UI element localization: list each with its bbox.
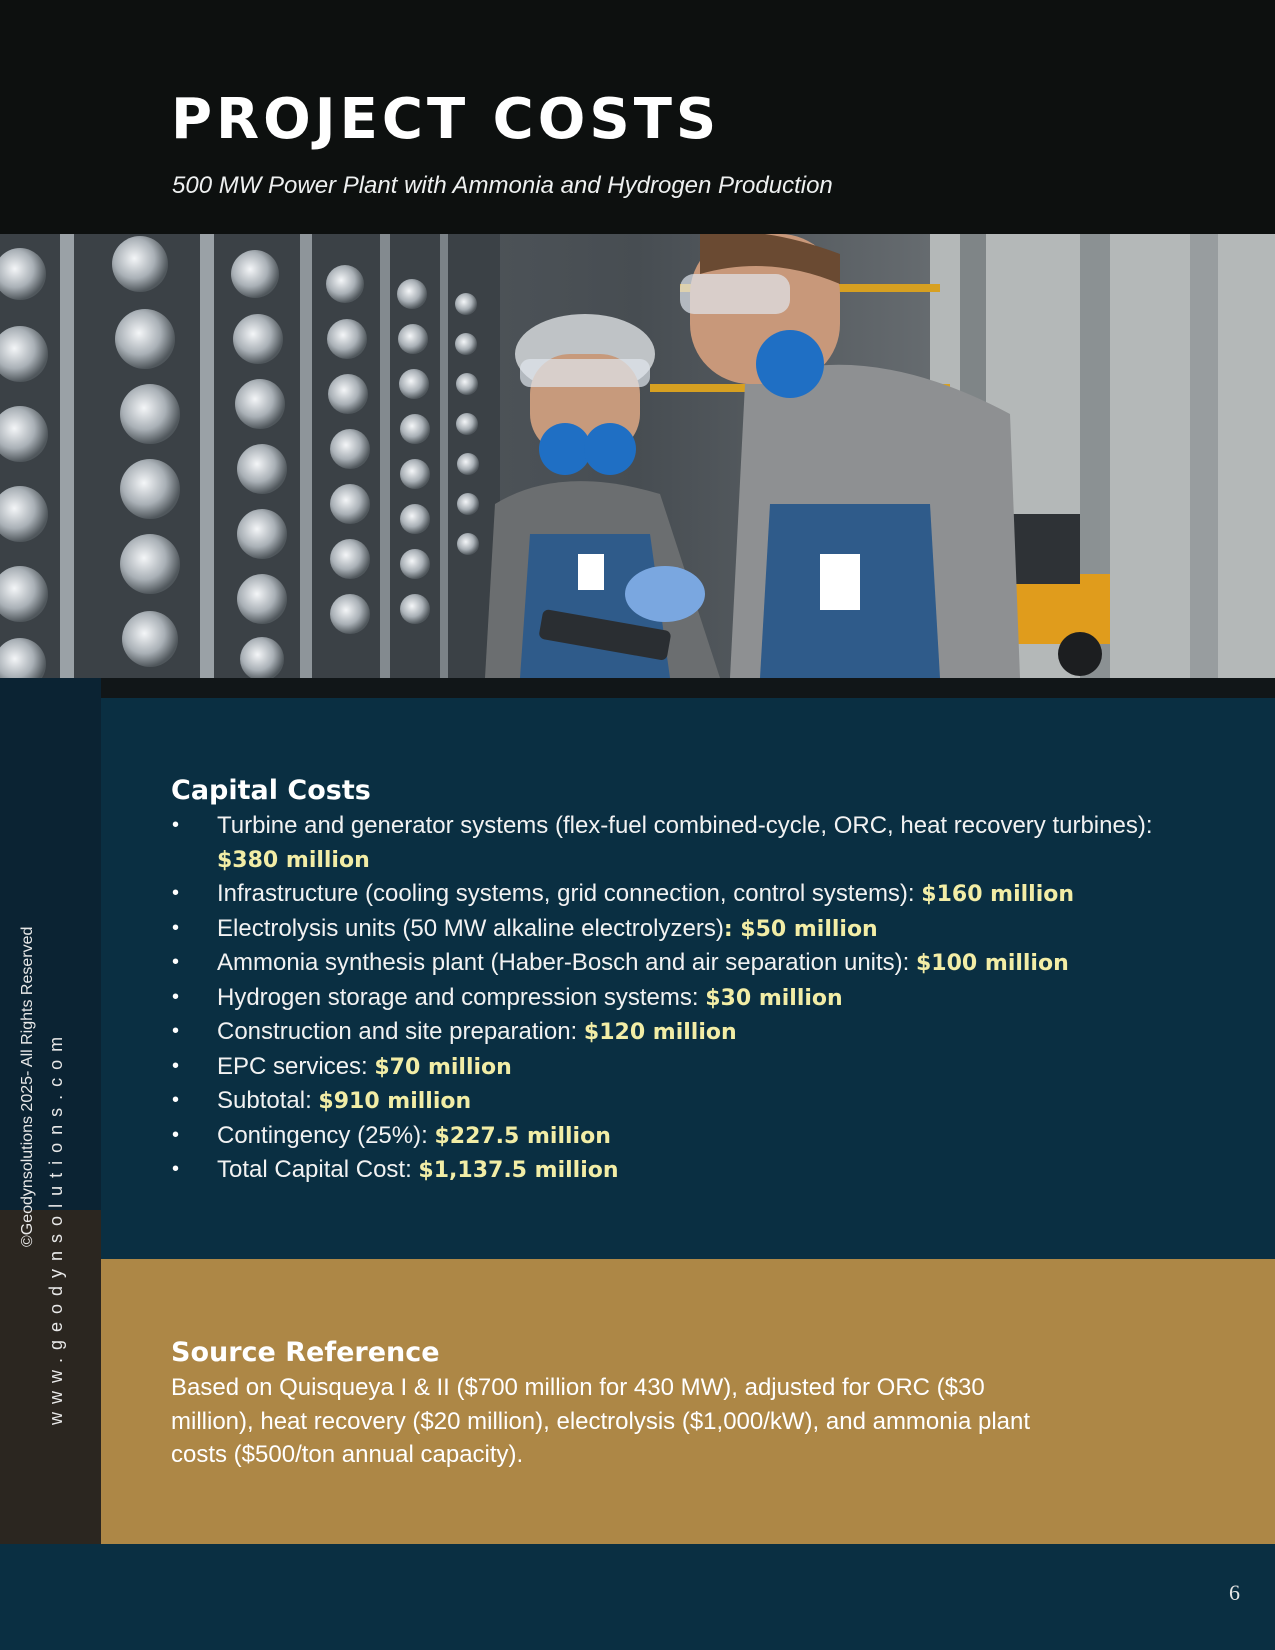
divider-strip [0,678,1275,698]
cost-amount: $910 million [318,1089,472,1114]
cost-amount: : $50 million [723,916,878,942]
cost-label: Total Capital Cost: [217,1156,419,1183]
cost-amount: $120 million [583,1020,737,1045]
page-title: PROJECT COSTS [171,87,721,152]
page-footer [0,1544,1275,1650]
industrial-workers-illustration [0,234,1275,678]
list-item [171,946,1211,981]
cost-label: Electrolysis units (50 MW alkaline electrolyzers) [217,914,724,942]
cost-label: Infrastructure (cooling systems, grid connection, control systems): [217,880,922,907]
cost-amount: $227.5 million [434,1123,611,1149]
list-item [171,1084,1211,1119]
cost-label: Contingency (25%): [217,1121,435,1149]
cost-label: Hydrogen storage and compression systems: [217,983,706,1011]
cost-amount: $380 million [217,847,370,873]
list-item [171,912,1211,947]
source-reference-body: Based on Quisqueya I & II ($700 million for 430 MW), adjusted for ORC ($30 million), heat recovery ($20 million), electrolysis ($1,000/kW), and ammonia plant costs ($500/ton annual capacity). [171,1374,1031,1468]
cost-label: Construction and site preparation: [217,1018,584,1045]
hero-photo [0,234,1275,678]
page-subtitle: 500 MW Power Plant with Ammonia and Hydrogen Production [172,172,833,199]
cost-amount: $100 million [916,951,1069,976]
capital-costs-title: Capital Costs [171,775,371,806]
copyright-notice: ©Geodynsolutions 2025- All Rights Reserved [19,926,36,1247]
cost-label: Subtotal: [217,1087,319,1114]
cost-label: Turbine and generator systems (flex-fuel combined-cycle, ORC, heat recovery turbines): [217,812,1153,839]
website-url[interactable]: www.geodynsolutions.com [46,1028,66,1425]
capital-costs-list [171,809,1211,1188]
list-item [171,809,1211,877]
page-header [0,0,1275,234]
list-item [171,877,1211,912]
cost-amount: $1,137.5 million [418,1158,619,1183]
list-item [171,1119,1211,1154]
list-item [171,1015,1211,1050]
cost-amount: $30 million [705,985,843,1011]
list-item [171,981,1211,1016]
source-reference-title: Source Reference [171,1337,440,1368]
capital-costs-section [101,698,1275,1259]
cost-label: EPC services: [217,1052,375,1080]
source-reference-section [101,1259,1275,1544]
list-item [171,1050,1211,1085]
page-number: 6 [1229,1580,1240,1605]
canister-rack [0,234,500,678]
list-item [171,1153,1211,1188]
cost-amount: $70 million [374,1054,512,1080]
cost-label: Ammonia synthesis plant (Haber-Bosch and air separation units): [217,949,916,976]
cost-amount: $160 million [921,882,1075,907]
